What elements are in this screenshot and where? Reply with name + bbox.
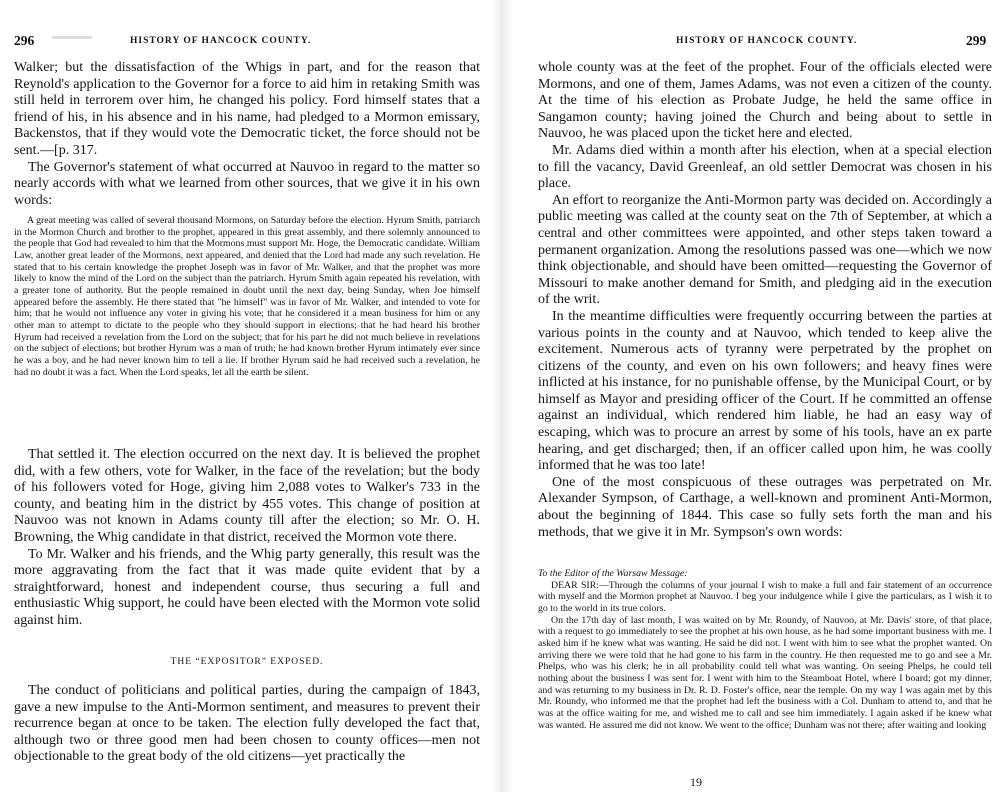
letter-paragraph: DEAR SIR:—Through the columns of your journal I wish to make a full and fair statement of an occurrence with myself and the Mormon prophet at Nauvoo. I beg your indulgence while I give the particulars, as I wish it to go to the world in its true colors. xyxy=(538,579,992,614)
quote-paragraph: A great meeting was called of several thousand Mormons, on Saturday before the election. Hyrum Smith, patriarch in the Mormon Church and brother to the prophet, appeared in this great assembly, and there solemnly announced to the people that God had revealed to him that the Mormons must support Mr. Hoge, the Democratic candidate. William Law, another great leader of the Mormons, next appeared, and denied that the Lord had made any such revelation. He stated that to his certain knowledge the prophet Joseph was in favor of Mr. Walker, and that the prophet was more likely to know the mind of the Lord on the subject than the patriarch. Hyrum Smith again repeated his revelation, with a greater tone of authority. But the people remained in doubt until the next day, being Sunday, when Joe himself appeared before the assembly. He there stated that "he himself" was in favor of Mr. Walker, and intended to vote for him; that he would not influence any voter in giving his vote; that he considered it a mean business for him or any other man to attempt to dictate to the people who they should support in elections; that he had heard his brother Hyrum had received a revelation from the Lord on the subject; that for his part he did not much believe in revelations on the subject of elections; but brother Hyrum was a man of truth; he had known brother Hyrum intimately ever since he was a boy, and he had never known him to tell a lie. If brother Hyrum said he had received such a revelation, he had no doubt it was a fact. When the Lord speaks, let all the earth be silent. xyxy=(14,215,480,378)
letter-paragraph: On the 17th day of last month, I was waited on by Mr. Roundy, of Nauvoo, at Mr. Davis' store, of that place, with a request to go immediately to see the prophet at his own house, as he had some important business with me. I asked him if he knew what was wanting. He said he did not. I went with him to see what the prophet wanted. On arriving there we were told that he had gone to his farm in the country. He then requested me to go and see a Mr. Phelps, who was his clerk; he in all probability could tell what was wanting. On seeing Phelps, he could tell nothing about the business I was sent for. I went with him to the Steamboat Hotel, where I board; got my dinner, and was returning to my business in Dr. R. D. Foster's office, near the temple. On my way I was again met by this Mr. Roundy, who informed me that the prophet had left the business with a Col. Dunham to attend to, and that he was at the office waiting for me, and wished me to call and see him immediately. I again asked if he knew what was wanted. He assured me did not know. We went to the office; Dunham was not there; after waiting and looking xyxy=(538,614,992,731)
paragraph: whole county was at the feet of the prophet. Four of the officials elected were Mormons, and one of them, James Adams, was not even a citizen of the county. At the time of his election as Probate Judge, he held the same office in Sangamon county; having joined the Church and being about to settle in Nauvoo, he was placed upon the ticket here and elected. xyxy=(538,60,992,142)
paragraph: Walker; but the dissatisfaction of the Whigs in part, and for the reason that Reynold's application to the Governor for a force to aid him in retaking Smith was still held in terrorem over him, he changed his policy. Ford himself states that a friend of his, in his absence and in his name, had pledged to a Mormon emissary, Backenstos, that if they would vote the Democratic ticket, the force should not be sent.—[p. 317. xyxy=(14,60,480,158)
paragraph: The conduct of politicians and political parties, during the campaign of 1843, gave a new impulse to the Anti-Mormon sentiment, and measures to prevent their recurrence began at once to be taken. The election fully developed the fact that, although two or three good men had been chosen to county offices—men not objectionable to the great body of the old citizens—yet practically the xyxy=(14,683,480,765)
left-running-head: HISTORY OF HANCOCK COUNTY. xyxy=(130,36,312,46)
section-heading: THE “EXPOSITOR” EXPOSED. xyxy=(170,657,324,667)
left-body-block-3 xyxy=(14,683,480,766)
left-body-block-1 xyxy=(14,60,480,209)
letter-block xyxy=(538,568,992,731)
paragraph: In the meantime difficulties were frequently occurring between the parties at various points in the county and at Nauvoo, which tended to keep alive the excitement. Numerous acts of tyranny were perpetrated by the prophet on citizens of the county, and even on his own followers; and heavy fines were inflicted at his instance, for no punishable offense, by the Municipal Court, or by himself as Mayor and presiding officer of the Court. If he committed an offense against an individual, which rendered him liable, he had an easy way of escaping, which was to procure an arrest by some of his tools, have an ex parte hearing, and get discharged; then, if an officer called upon him, he was coolly informed that he was too late! xyxy=(538,308,992,474)
right-page-number: 299 xyxy=(966,33,987,48)
right-body-block xyxy=(538,60,992,541)
paragraph: The Governor's statement of what occurred at Nauvoo in regard to the matter so nearly accords with what we learned from other sources, that we give it in his own words: xyxy=(14,159,480,208)
paragraph: Mr. Adams died within a month after his election, when at a special election to fill the vacancy, David Greenleaf, an old settler Democrat was chosen in his place. xyxy=(538,142,992,192)
letter-salutation: To the Editor of the Warsaw Message: xyxy=(538,568,688,579)
book-gutter xyxy=(492,0,512,792)
paragraph: That settled it. The election occurred on the next day. It is believed the prophet did, with a few others, vote for Walker, in the face of the revelation; but the body of his followers voted for Hoge, giving him 2,088 votes to Walker's 733 in the county, and beating him in the district by 455 votes. This change of position at Nauvoo was not known in Adams county till after the election; so Mr. O. H. Browning, the Whig candidate in that district, received the Mormon vote there. xyxy=(14,447,480,545)
paragraph: An effort to reorganize the Anti-Mormon party was decided on. Accordingly a public meeting was called at the county seat on the 7th of September, at which a central and other committees were appointed, and other steps taken toward a permanent organization. Among the resolutions passed was one—which we now think objectionable, and should have been omitted—requesting the Governor of Missouri to make another demand for Smith, and pledging aid in the execution of the writ. xyxy=(538,192,992,308)
left-body-block-2 xyxy=(14,447,480,630)
left-block-quote xyxy=(14,215,480,378)
scan-speckle xyxy=(52,36,92,39)
paragraph: To Mr. Walker and his friends, and the Whig party generally, this result was the more aggravating from the fact that it was made quite evident that by a straightforward, honest and independent course, thus securing a full and enthusiastic Whig support, he could have been elected with the Mormon vote solid against him. xyxy=(14,546,480,628)
right-page xyxy=(518,0,998,792)
left-page xyxy=(0,0,485,792)
right-running-head: HISTORY OF HANCOCK COUNTY. xyxy=(676,36,858,46)
left-page-number: 296 xyxy=(14,33,35,48)
paragraph: One of the most conspicuous of these outrages was perpetrated on Mr. Alexander Sympson, of Carthage, a well-known and prominent Anti-Mormon, about the beginning of 1844. This case so fully sets forth the man and his methods, that we give it in Mr. Sympson's own words: xyxy=(538,474,992,540)
signature-mark: 19 xyxy=(690,775,702,789)
